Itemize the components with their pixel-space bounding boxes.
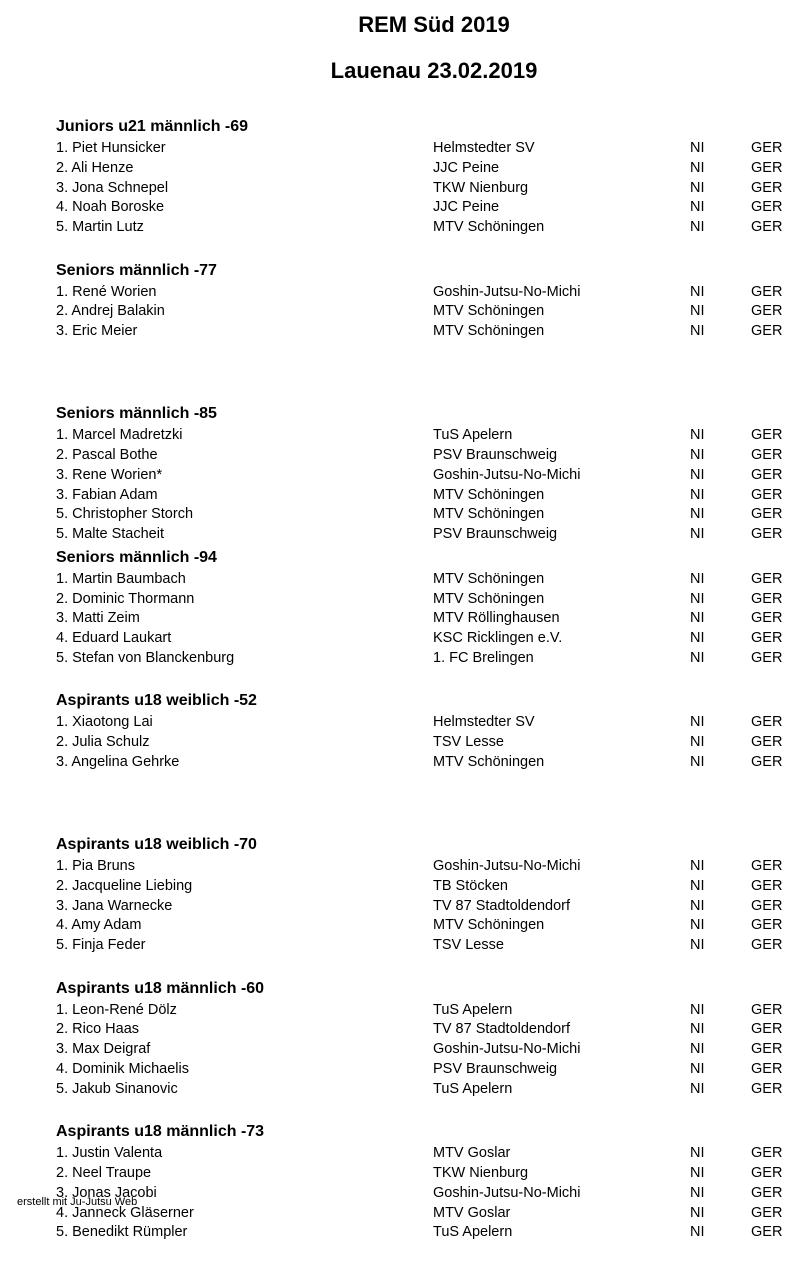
result-row — [56, 1060, 796, 1080]
athlete-name: 3. Angelina Gehrke — [56, 753, 180, 770]
state-code: NI — [690, 917, 705, 934]
athlete-name: 5. Malte Stacheit — [56, 526, 164, 543]
club-name: TKW Nienburg — [433, 179, 529, 196]
state-code: NI — [690, 1164, 705, 1181]
nation-code: GER — [751, 219, 783, 236]
result-row — [56, 649, 796, 669]
club-name: TuS Apelern — [433, 1224, 513, 1241]
athlete-name: 2. Dominic Thormann — [56, 590, 195, 607]
nation-code: GER — [751, 857, 783, 874]
category-heading: Aspirants u18 weiblich -70 — [56, 835, 257, 853]
nation-code: GER — [751, 427, 783, 444]
club-name: Goshin-Jutsu-No-Michi — [433, 1184, 581, 1201]
club-name: TuS Apelern — [433, 427, 513, 444]
nation-code: GER — [751, 1184, 783, 1201]
state-code: NI — [690, 1001, 705, 1018]
category-heading: Seniors männlich -77 — [56, 261, 217, 279]
nation-code: GER — [751, 446, 783, 463]
state-code: NI — [690, 649, 705, 666]
result-row — [56, 505, 796, 525]
club-name: MTV Schöningen — [433, 323, 545, 340]
category-heading: Aspirants u18 weiblich -52 — [56, 692, 257, 710]
state-code: NI — [690, 714, 705, 731]
athlete-name: 2. Julia Schulz — [56, 734, 150, 751]
nation-code: GER — [751, 1021, 783, 1038]
athlete-name: 3. Jona Schnepel — [56, 179, 169, 196]
state-code: NI — [690, 303, 705, 320]
nation-code: GER — [751, 1060, 783, 1077]
athlete-name: 3. Max Deigraf — [56, 1041, 151, 1058]
club-name: Goshin-Jutsu-No-Michi — [433, 857, 581, 874]
athlete-name: 1. Martin Baumbach — [56, 570, 186, 587]
club-name: TuS Apelern — [433, 1001, 513, 1018]
nation-code: GER — [751, 734, 783, 751]
state-code: NI — [690, 323, 705, 340]
club-name: Goshin-Jutsu-No-Michi — [433, 1041, 581, 1058]
nation-code: GER — [751, 283, 783, 300]
category-section — [56, 402, 796, 546]
result-row — [56, 486, 796, 506]
result-row — [56, 916, 796, 936]
club-name: MTV Schöningen — [433, 486, 545, 503]
state-code: NI — [690, 1060, 705, 1077]
footer-note: erstellt mit Ju-Jutsu Web — [17, 1196, 138, 1208]
club-name: MTV Röllinghausen — [433, 610, 560, 627]
result-row — [56, 1001, 796, 1021]
club-name: TV 87 Stadtoldendorf — [433, 1021, 571, 1038]
state-code: NI — [690, 466, 705, 483]
state-code: NI — [690, 734, 705, 751]
category-heading: Juniors u21 männlich -69 — [56, 118, 249, 135]
result-row — [56, 322, 796, 342]
result-row — [56, 179, 796, 199]
club-name: MTV Schöningen — [433, 219, 545, 236]
category-heading: Seniors männlich -85 — [56, 405, 217, 423]
category-section — [56, 977, 796, 1121]
state-code: NI — [690, 630, 705, 647]
nation-code: GER — [751, 877, 783, 894]
result-row — [56, 877, 796, 897]
nation-code: GER — [751, 1164, 783, 1181]
state-code: NI — [690, 857, 705, 874]
state-code: NI — [690, 570, 705, 587]
athlete-name: 5. Christopher Storch — [56, 506, 194, 523]
nation-code: GER — [751, 1224, 783, 1241]
athlete-name: 1. Justin Valenta — [56, 1145, 163, 1162]
nation-code: GER — [751, 897, 783, 914]
athlete-name: 3. Jonas Jacobi — [56, 1184, 157, 1201]
club-name: PSV Braunschweig — [433, 1060, 558, 1077]
nation-code: GER — [751, 179, 783, 196]
club-name: TuS Apelern — [433, 1080, 513, 1097]
result-row — [56, 1080, 796, 1100]
state-code: NI — [690, 1184, 705, 1201]
result-row — [56, 1040, 796, 1060]
state-code: NI — [690, 219, 705, 236]
result-row — [56, 302, 796, 322]
club-name: MTV Goslar — [433, 1204, 511, 1221]
state-code: NI — [690, 753, 705, 770]
nation-code: GER — [751, 753, 783, 770]
club-name: JJC Peine — [433, 199, 500, 216]
club-name: Goshin-Jutsu-No-Michi — [433, 466, 581, 483]
athlete-name: 4. Noah Boroske — [56, 199, 165, 216]
nation-code: GER — [751, 610, 783, 627]
result-row — [56, 159, 796, 179]
result-row — [56, 857, 796, 877]
nation-code: GER — [751, 570, 783, 587]
club-name: TV 87 Stadtoldendorf — [433, 897, 571, 914]
nation-code: GER — [751, 649, 783, 666]
nation-code: GER — [751, 159, 783, 176]
athlete-name: 2. Neel Traupe — [56, 1164, 152, 1181]
result-row — [56, 609, 796, 629]
state-code: NI — [690, 179, 705, 196]
club-name: TB Stöcken — [433, 877, 508, 894]
result-row — [56, 139, 796, 159]
athlete-name: 2. Jacqueline Liebing — [56, 877, 193, 894]
athlete-name: 4. Janneck Gläserner — [56, 1204, 194, 1221]
page-title: REM Süd 2019 — [358, 12, 510, 37]
category-section — [56, 1120, 796, 1264]
state-code: NI — [690, 590, 705, 607]
club-name: Helmstedter SV — [433, 714, 535, 731]
result-row — [56, 753, 796, 773]
athlete-name: 2. Pascal Bothe — [56, 446, 158, 463]
result-row — [56, 198, 796, 218]
nation-code: GER — [751, 303, 783, 320]
category-section — [56, 546, 796, 690]
nation-code: GER — [751, 1145, 783, 1162]
result-row — [56, 1204, 796, 1224]
state-code: NI — [690, 199, 705, 216]
result-row — [56, 218, 796, 238]
result-row — [56, 713, 796, 733]
state-code: NI — [690, 897, 705, 914]
athlete-name: 4. Amy Adam — [56, 917, 142, 934]
athlete-name: 1. Pia Bruns — [56, 857, 135, 874]
club-name: TSV Lesse — [433, 734, 504, 751]
nation-code: GER — [751, 323, 783, 340]
club-name: MTV Goslar — [433, 1145, 511, 1162]
state-code: NI — [690, 1080, 705, 1097]
club-name: PSV Braunschweig — [433, 446, 558, 463]
nation-code: GER — [751, 590, 783, 607]
athlete-name: 5. Jakub Sinanovic — [56, 1080, 178, 1097]
athlete-name: 2. Rico Haas — [56, 1021, 140, 1038]
club-name: MTV Schöningen — [433, 590, 545, 607]
club-name: MTV Schöningen — [433, 506, 545, 523]
category-heading: Aspirants u18 männlich -60 — [56, 979, 265, 997]
result-row — [56, 1144, 796, 1164]
state-code: NI — [690, 283, 705, 300]
club-name: MTV Schöningen — [433, 303, 545, 320]
result-row — [56, 733, 796, 753]
category-section — [56, 259, 796, 403]
club-name: JJC Peine — [433, 159, 500, 176]
category-section — [56, 833, 796, 977]
athlete-name: 3. Matti Zeim — [56, 610, 140, 627]
state-code: NI — [690, 506, 705, 523]
result-row — [56, 525, 796, 545]
category-heading: Seniors männlich -94 — [56, 548, 217, 566]
state-code: NI — [690, 526, 705, 543]
state-code: NI — [690, 1224, 705, 1241]
club-name: Goshin-Jutsu-No-Michi — [433, 283, 581, 300]
state-code: NI — [690, 1041, 705, 1058]
nation-code: GER — [751, 937, 783, 954]
club-name: PSV Braunschweig — [433, 526, 558, 543]
result-row — [56, 1184, 796, 1204]
nation-code: GER — [751, 714, 783, 731]
nation-code: GER — [751, 917, 783, 934]
category-section — [56, 689, 796, 833]
athlete-name: 4. Eduard Laukart — [56, 630, 172, 647]
result-row — [56, 466, 796, 486]
nation-code: GER — [751, 1041, 783, 1058]
result-row — [56, 1223, 796, 1243]
result-row — [56, 1020, 796, 1040]
result-row — [56, 936, 796, 956]
result-row — [56, 426, 796, 446]
club-name: KSC Ricklingen e.V. — [433, 630, 563, 647]
state-code: NI — [690, 140, 705, 156]
category-section — [56, 115, 796, 259]
athlete-name: 1. Marcel Madretzki — [56, 427, 183, 444]
athlete-name: 2. Ali Henze — [56, 159, 134, 176]
state-code: NI — [690, 159, 705, 176]
athlete-name: 5. Finja Feder — [56, 937, 146, 954]
nation-code: GER — [751, 486, 783, 503]
category-heading: Aspirants u18 männlich -73 — [56, 1123, 265, 1141]
page-subtitle: Lauenau 23.02.2019 — [330, 58, 538, 83]
state-code: NI — [690, 610, 705, 627]
state-code: NI — [690, 1204, 705, 1221]
athlete-name: 1. Xiaotong Lai — [56, 714, 153, 731]
nation-code: GER — [751, 1204, 783, 1221]
state-code: NI — [690, 446, 705, 463]
nation-code: GER — [751, 506, 783, 523]
club-name: TKW Nienburg — [433, 1164, 529, 1181]
result-row — [56, 897, 796, 917]
athlete-name: 1. Leon-René Dölz — [56, 1001, 177, 1018]
state-code: NI — [690, 937, 705, 954]
state-code: NI — [690, 877, 705, 894]
club-name: MTV Schöningen — [433, 753, 545, 770]
nation-code: GER — [751, 1001, 783, 1018]
state-code: NI — [690, 427, 705, 444]
result-row — [56, 590, 796, 610]
nation-code: GER — [751, 1080, 783, 1097]
athlete-name: 5. Benedikt Rümpler — [56, 1224, 188, 1241]
athlete-name: 4. Dominik Michaelis — [56, 1060, 189, 1077]
athlete-name: 1. René Worien — [56, 283, 157, 300]
club-name: 1. FC Brelingen — [433, 649, 534, 666]
athlete-name: 1. Piet Hunsicker — [56, 140, 166, 156]
results-list — [56, 115, 796, 1264]
club-name: Helmstedter SV — [433, 140, 535, 156]
result-row — [56, 1164, 796, 1184]
athlete-name: 5. Stefan von Blanckenburg — [56, 649, 235, 666]
nation-code: GER — [751, 199, 783, 216]
club-name: MTV Schöningen — [433, 570, 545, 587]
result-row — [56, 570, 796, 590]
club-name: MTV Schöningen — [433, 917, 545, 934]
athlete-name: 3. Jana Warnecke — [56, 897, 173, 914]
result-row — [56, 283, 796, 303]
state-code: NI — [690, 486, 705, 503]
athlete-name: 3. Fabian Adam — [56, 486, 158, 503]
athlete-name: 3. Eric Meier — [56, 323, 138, 340]
state-code: NI — [690, 1145, 705, 1162]
athlete-name: 3. Rene Worien* — [56, 466, 163, 483]
nation-code: GER — [751, 630, 783, 647]
state-code: NI — [690, 1021, 705, 1038]
nation-code: GER — [751, 526, 783, 543]
result-row — [56, 446, 796, 466]
result-row — [56, 629, 796, 649]
nation-code: GER — [751, 140, 783, 156]
club-name: TSV Lesse — [433, 937, 504, 954]
athlete-name: 5. Martin Lutz — [56, 219, 144, 236]
nation-code: GER — [751, 466, 783, 483]
athlete-name: 2. Andrej Balakin — [56, 303, 165, 320]
